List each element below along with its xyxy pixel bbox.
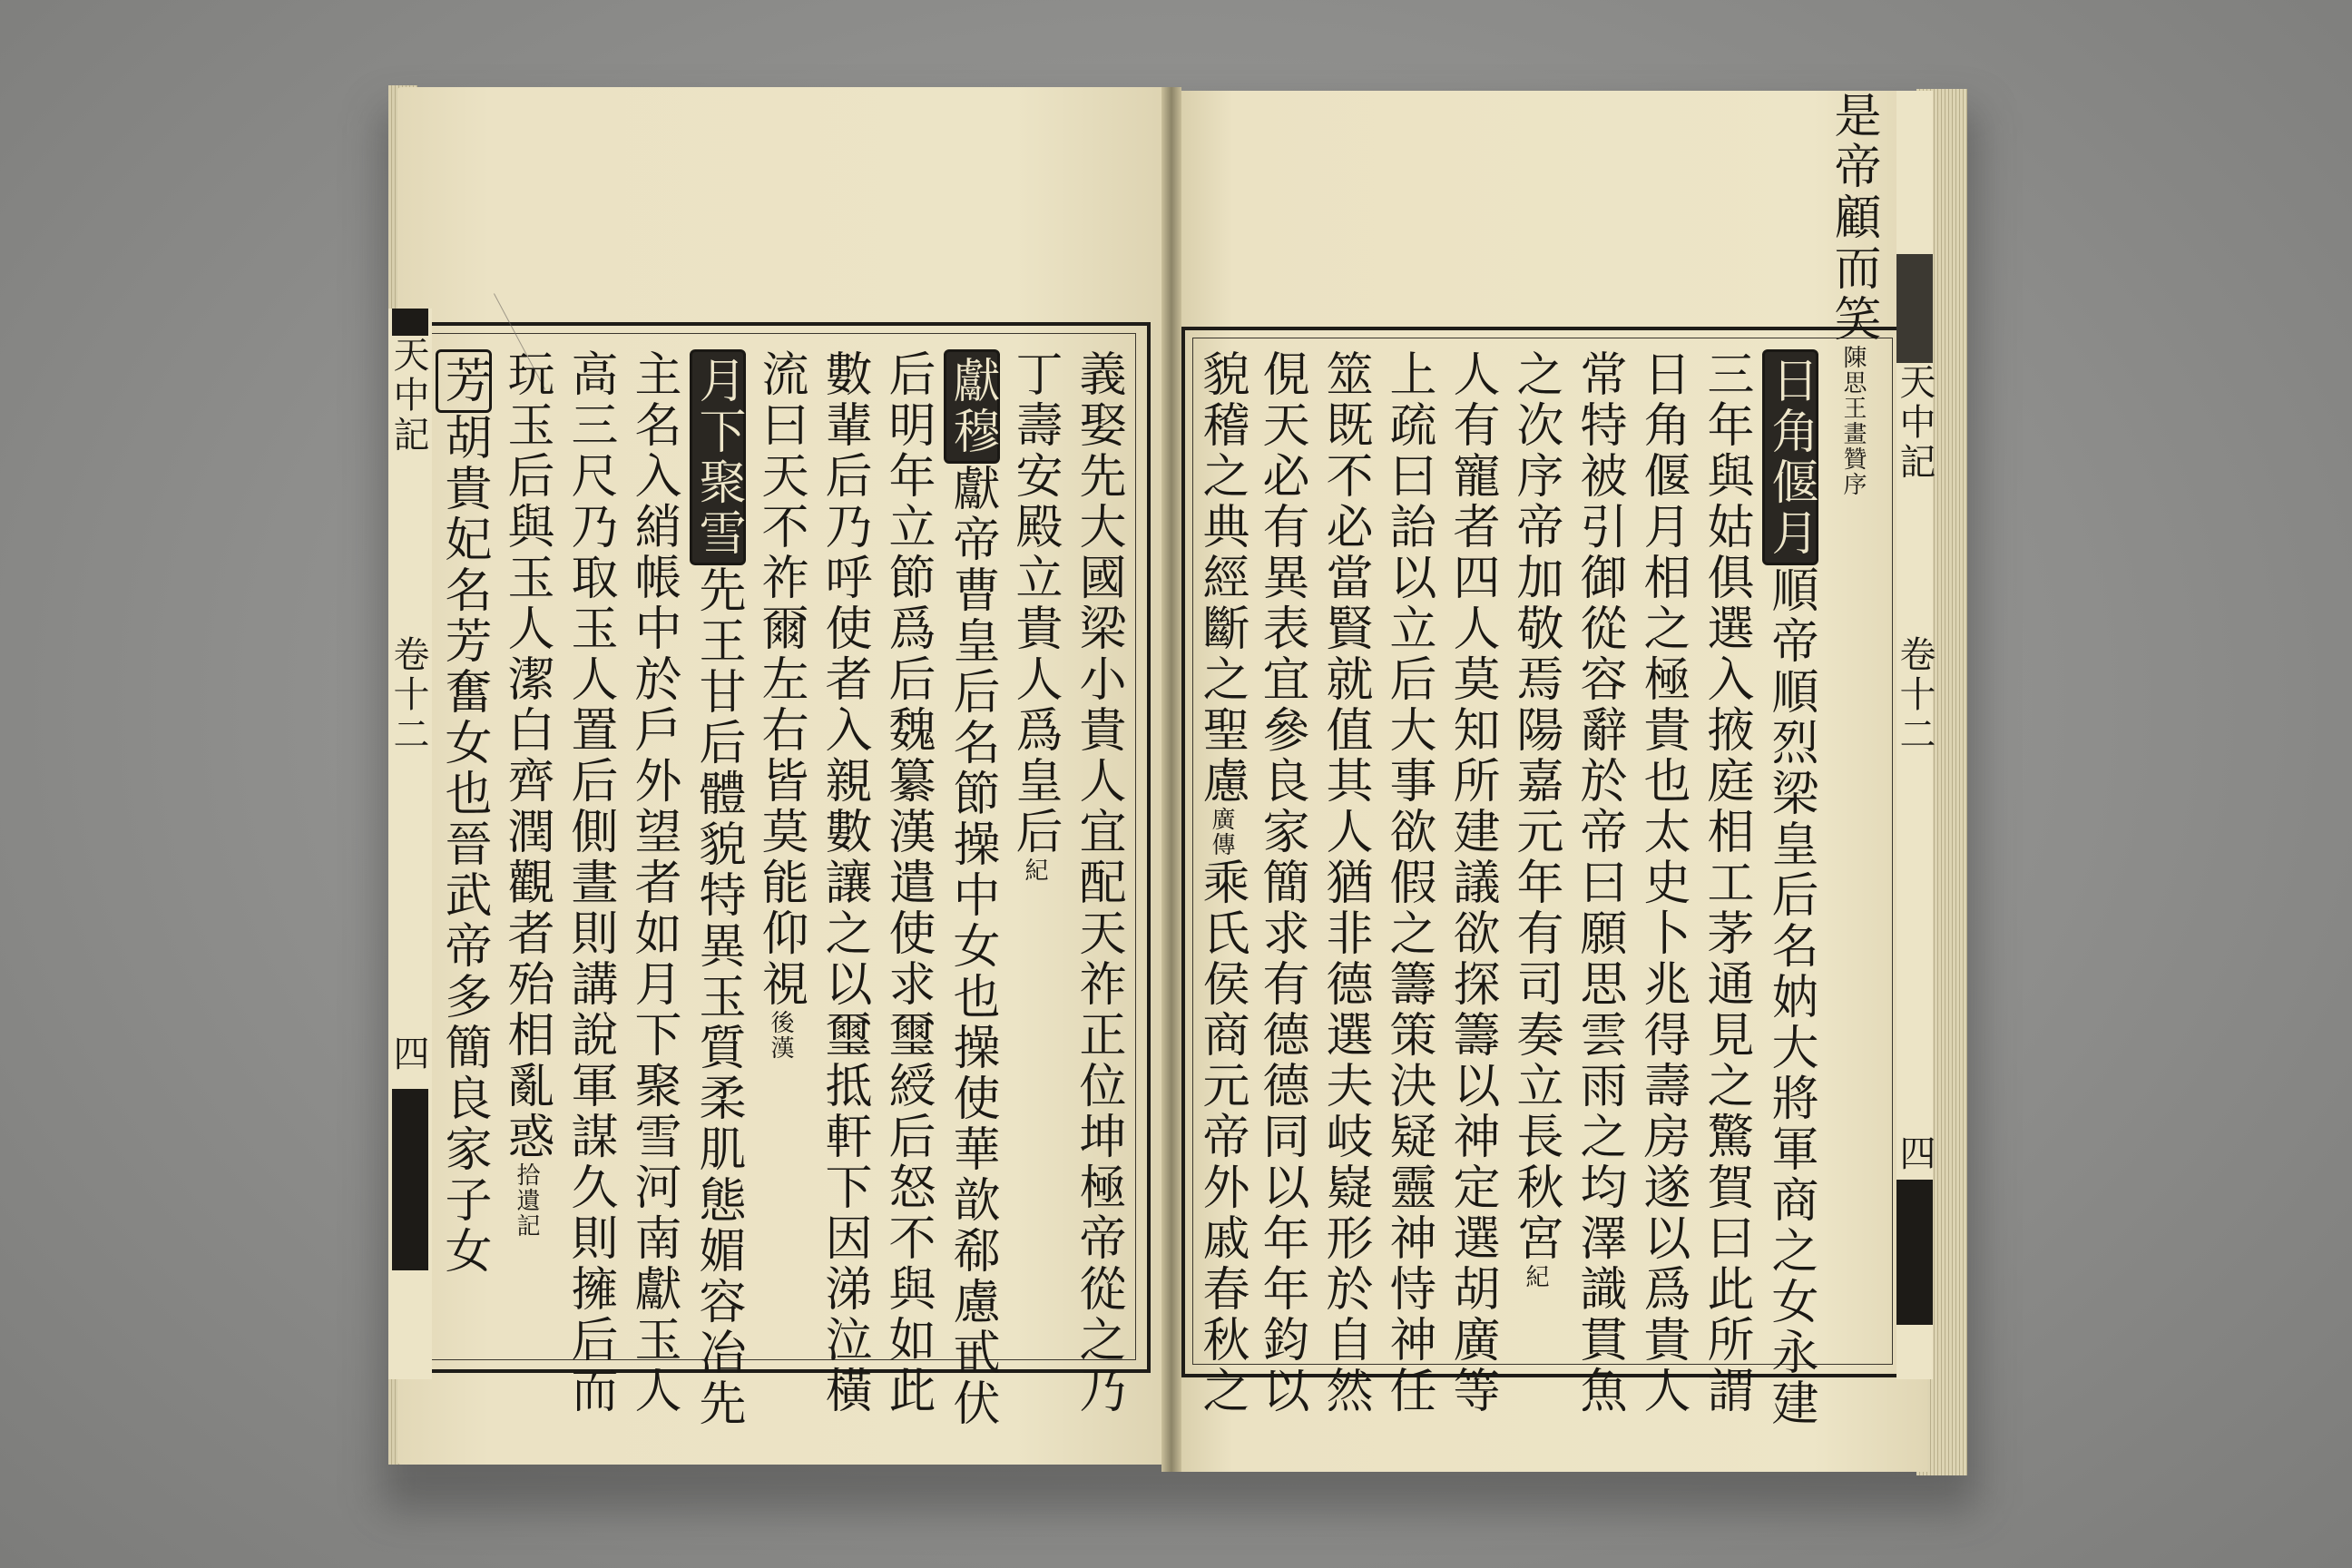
entry-heading-tag: 獻穆 bbox=[944, 349, 1000, 464]
text-column: 俔天必有異表宜參良家簡求有德德同以年年鈞以 bbox=[1254, 349, 1308, 1416]
right-fold-strip bbox=[1894, 91, 1936, 1379]
text-column bbox=[436, 349, 492, 1277]
text-column: 筮既不必當賢就值其人猶非德選夫岐嶷形於自然 bbox=[1318, 349, 1372, 1416]
column-text: 貌稽之典經斷之聖慮 bbox=[1194, 349, 1249, 807]
column-text: 流曰天不祚爾左右皆莫能仰視 bbox=[753, 349, 808, 1010]
fish-tail-mark bbox=[392, 309, 428, 336]
text-column: 主名入綃帳中於戶外望者如月下聚雪河南獻玉人 bbox=[626, 349, 681, 1416]
left-fold-strip bbox=[388, 309, 432, 1379]
text-column bbox=[1508, 349, 1563, 1289]
text-column: 后明年立節爲后魏纂漢遣使求璽綬后怒不與如此 bbox=[880, 349, 935, 1416]
column-text: 獻帝曹皇后名節操中女也操使華歆郗慮甙伏 bbox=[945, 464, 999, 1429]
text-column: 數輩后乃呼使者入親數讓之以璽抵軒下因涕泣橫 bbox=[817, 349, 871, 1416]
text-column: 義娶先大國梁小貴人宜配天祚正位坤極帝從之乃 bbox=[1071, 349, 1125, 1416]
text-column: 常特被引御從容辭於帝曰願思雲雨之均澤識貫魚 bbox=[1572, 349, 1626, 1416]
source-note: 後漢 bbox=[767, 1010, 794, 1061]
column-text: 乘氏侯商元帝外戚春秋之 bbox=[1194, 858, 1249, 1416]
text-column bbox=[499, 349, 554, 1239]
text-column: 日角偃月相之極貴也太史卜兆得壽房遂以爲貴人 bbox=[1635, 349, 1690, 1416]
entry-heading-tag: 芳 bbox=[436, 349, 492, 413]
text-column bbox=[690, 349, 746, 1429]
text-column bbox=[753, 349, 808, 1061]
right-fold-title: 天中記 bbox=[1894, 363, 1936, 483]
column-text: 先王甘后體貌特異玉質柔肌態媚容冶先 bbox=[691, 565, 745, 1429]
fish-tail-mark bbox=[392, 1089, 428, 1270]
column-text: 是帝顧而笑 bbox=[1826, 91, 1880, 345]
column-text: 之次序帝加敬焉陽嘉元年有司奏立長秋宮 bbox=[1508, 349, 1563, 1264]
column-text: 丁壽安殿立貴人爲皇后 bbox=[1007, 349, 1062, 858]
fish-tail-mark bbox=[1896, 1180, 1933, 1325]
right-fold-leaf-number: 四 bbox=[1894, 1134, 1936, 1174]
left-fold-title: 天中記 bbox=[387, 336, 429, 456]
entry-heading-tag: 月下聚雪 bbox=[690, 349, 746, 565]
entry-heading-tag: 日角偃月 bbox=[1762, 349, 1818, 565]
source-note: 拾遺記 bbox=[513, 1162, 540, 1239]
source-note: 廣傳 bbox=[1208, 807, 1235, 858]
text-column: 人有寵者四人莫知所建議欲探籌以神定選胡廣等 bbox=[1445, 349, 1499, 1416]
source-note: 紀 bbox=[1522, 1264, 1549, 1289]
left-fold-leaf-number: 四 bbox=[387, 1034, 429, 1074]
column-text: 玩玉后與玉人潔白齊潤觀者殆相亂惑 bbox=[499, 349, 554, 1162]
fish-tail-mark bbox=[1896, 254, 1933, 363]
text-column: 上疏曰詒以立后大事欲假之籌策決疑靈神恃神任 bbox=[1381, 349, 1436, 1416]
text-column: 高三尺乃取玉人置后側晝則講說軍謀久則擁后而 bbox=[563, 349, 617, 1416]
text-column: 三年與姑俱選入掖庭相工茅通見之驚賀曰此所謂 bbox=[1699, 349, 1753, 1416]
text-column bbox=[944, 349, 1000, 1429]
left-fold-volume: 卷十二 bbox=[387, 635, 429, 755]
right-fold-volume: 卷十二 bbox=[1894, 635, 1936, 755]
source-note: 紀 bbox=[1021, 858, 1048, 883]
source-note: 陳思王畫贊序 bbox=[1839, 345, 1867, 497]
text-column bbox=[1762, 349, 1818, 1429]
text-column bbox=[1007, 349, 1062, 883]
book-gutter bbox=[1161, 87, 1181, 1472]
text-column bbox=[1194, 349, 1249, 1416]
text-column bbox=[1826, 91, 1880, 497]
column-text: 胡貴妃名芳奮女也晉武帝多簡良家子女 bbox=[436, 413, 491, 1277]
column-text: 順帝順烈梁皇后名妠大將軍商之女永建 bbox=[1763, 565, 1818, 1429]
